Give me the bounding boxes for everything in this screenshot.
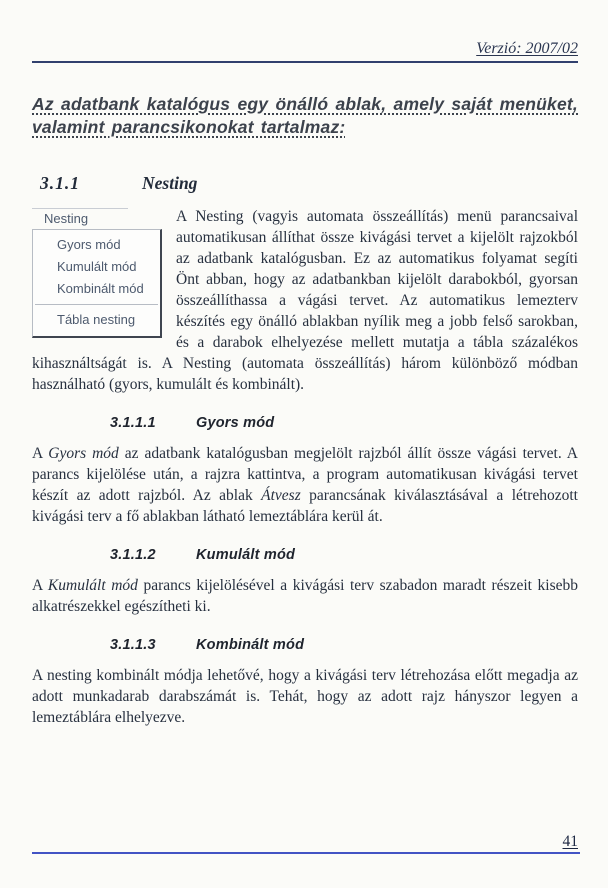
text-run: az adatbank katalógusban megjelölt rajzból állít össze vágási tervet. A parancs kijelölése után, a rajzra kattintva, a program automatikusan kivágási tervet készít az adott rajzból. Az ablak	[32, 445, 578, 504]
menu-item-kombinalt-mod: Kombinált mód	[57, 281, 144, 296]
italic-term: Gyors mód	[48, 445, 119, 462]
text-run: A nesting kombinált módja lehetővé, hogy a kivágási terv létrehozása előtt megadja az adott munkadarab darabszámát is. Tehát, hogy az adott rajz hányszor legyen a lemeztáblára elhelyezve.	[32, 667, 578, 726]
subsection-heading-gyors-mod	[110, 415, 578, 431]
nesting-dropdown-menu	[32, 229, 162, 338]
subsection-title: Kombinált mód	[196, 637, 305, 653]
page-header	[32, 40, 578, 63]
version-label: Verzió: 2007/02	[476, 40, 578, 57]
nesting-intro-text: A Nesting (vagyis automata összeállítás) menü parancsaival automatikusan állíthat össze kivágási tervet a kijelölt rajzokból az adatbank katalógusban. Ez az automatikus folyamat segíti Önt abban, hogy az adatbankban kijelölt darabokból, gyorsan összeállíthassa a vágási tervet. Az automatikus lemezterv készítés egy önálló ablakban nyílik meg a jobb felső sarokban, és a darabok elhelyezése mellett mutatja a tábla százalékos kihasználtságát is. A Nesting (automata összeállítás) három különböző módban használható (gyors, kumulált és kombinált).	[32, 208, 578, 393]
subsection-number: 3.1.1.1	[110, 415, 156, 431]
text-run: parancsának kiválasztásával a létrehozott kivágási terv a fő ablakban látható lemeztáblára kerül át.	[32, 487, 578, 525]
section-title: Nesting	[142, 173, 198, 193]
gyors-mod-paragraph	[32, 443, 578, 527]
text-run: A	[32, 577, 48, 594]
kombinalt-mod-paragraph	[32, 665, 578, 728]
section-number: 3.1.1	[40, 173, 80, 193]
subsection-number: 3.1.1.3	[110, 637, 156, 653]
page-number: 41	[562, 833, 578, 850]
nesting-menu-screenshot	[32, 208, 162, 338]
menu-separator	[35, 304, 158, 305]
menu-item-tabla-nesting: Tábla nesting	[57, 312, 136, 327]
subsection-heading-kombinalt-mod	[110, 637, 578, 653]
section-heading-nesting	[40, 173, 578, 194]
intro-heading: Az adatbank katalógus egy önálló ablak, amely saját menüket, valamint parancsikonokat tartalmaz:	[32, 94, 578, 137]
subsection-heading-kumulalt-mod	[110, 547, 578, 563]
italic-term: Átvesz	[261, 487, 301, 504]
text-run: parancs kijelölésével a kivágási terv szabadon maradt részeit kisebb alkatrészekkel egészítheti ki.	[32, 577, 578, 615]
subsection-title: Gyors mód	[196, 415, 275, 431]
subsection-number: 3.1.1.2	[110, 547, 156, 563]
menu-item-nesting: Nesting	[32, 208, 128, 229]
kumulalt-mod-paragraph	[32, 575, 578, 617]
italic-term: Kumulált mód	[47, 577, 138, 594]
subsection-title: Kumulált mód	[196, 547, 296, 563]
menu-item-kumulalt-mod: Kumulált mód	[57, 259, 137, 274]
text-run: A	[32, 445, 49, 462]
nesting-intro-paragraph	[32, 206, 578, 395]
menu-item-gyors-mod: Gyors mód	[57, 237, 121, 252]
page-footer	[32, 833, 580, 854]
